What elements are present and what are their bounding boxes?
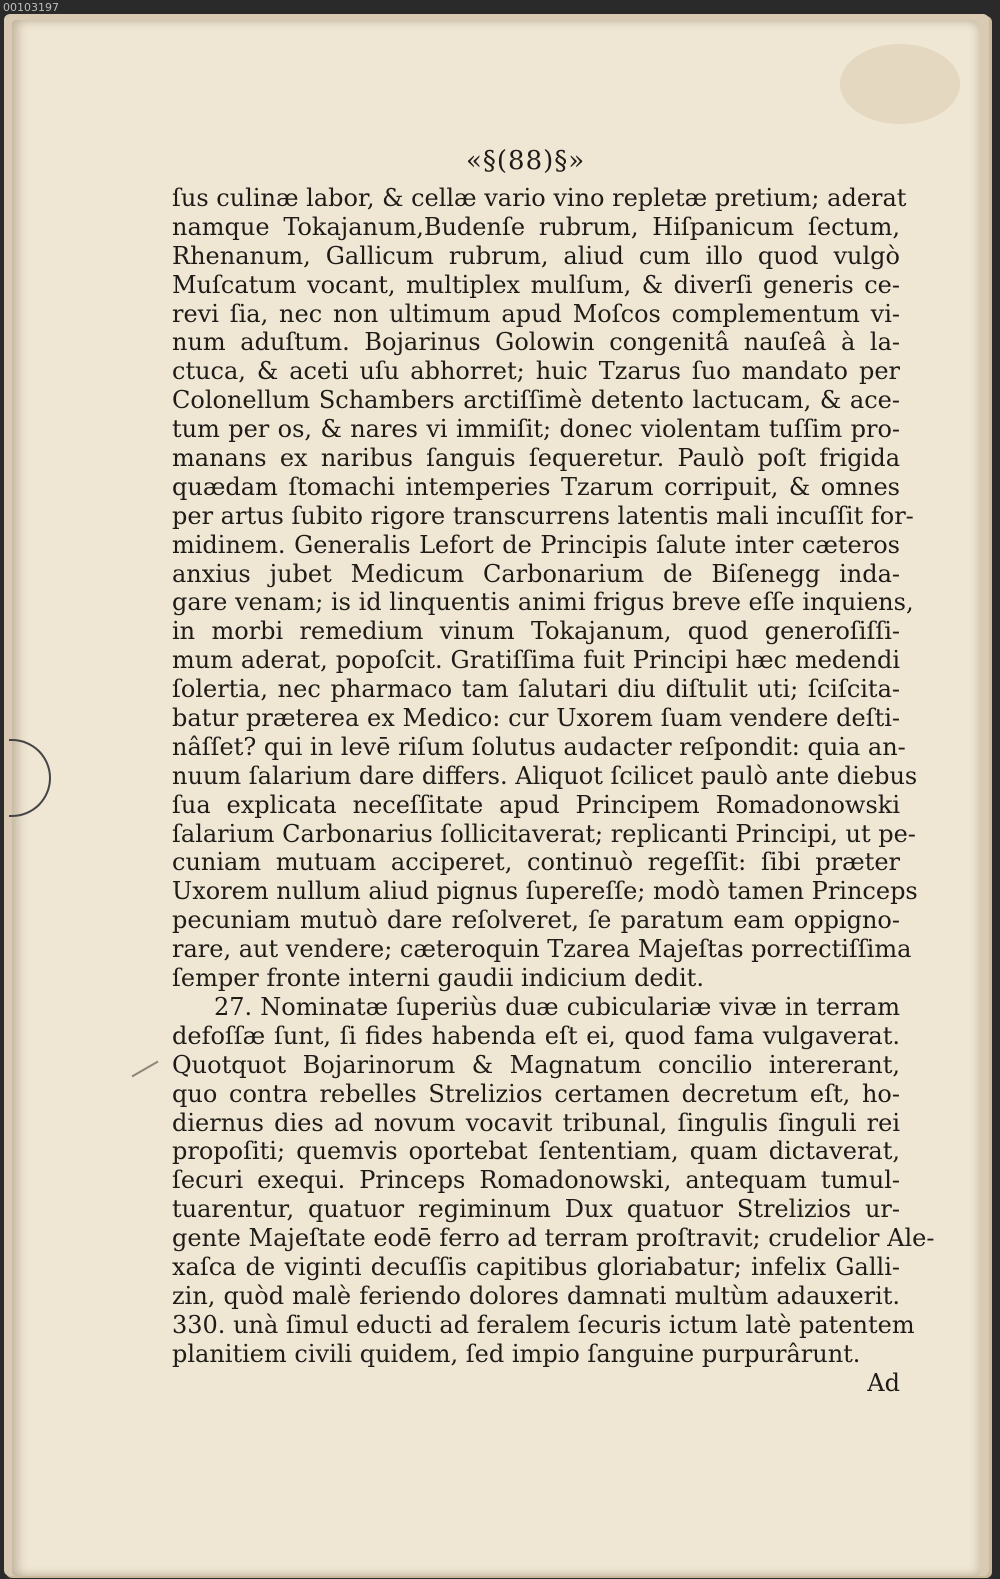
text-line: anxius jubet Medicum Carbonarium de Biſenegg inda- <box>172 559 900 588</box>
text-line: ſus culinæ labor, & cellæ vario vino repletæ pretium; aderat <box>172 184 907 212</box>
text-line: in morbi remedium vinum Tokajanum, quod generoſiſſi- <box>172 617 900 646</box>
text-line: mum aderat, popoſcit. Gratiſſima fuit Principi hæc medendi <box>172 646 900 675</box>
text-line: quo contra rebelles Strelizios certamen decretum eſt, ho- <box>172 1079 900 1108</box>
text-line: nuum ſalarium dare differs. Aliquot ſcilicet paulò ante diebus <box>172 761 918 790</box>
page-header: «§(88)§» <box>466 146 586 176</box>
text-line: rare, aut vendere; cæteroquin Tzarea Majeſtas porrectiſſima <box>172 935 912 964</box>
bookmark-tab <box>9 739 51 817</box>
catchword: Ad <box>867 1368 900 1397</box>
text-block <box>172 184 935 1397</box>
text-line: pecuniam mutuò dare reſolveret, ſe paratum eam oppigno- <box>172 906 900 935</box>
text-line: gente Majeſtate eodē ferro ad terram proſtravit; crudelior Ale- <box>172 1224 935 1253</box>
text-line: Muſcatum vocant, multiplex mulſum, & diverſi generis ce- <box>172 270 900 299</box>
text-line: diernus dies ad novum vocavit tribunal, ſingulis ſinguli rei <box>172 1108 900 1137</box>
text-line: Quotquot Bojarinorum & Magnatum concilio intererant, <box>172 1050 900 1079</box>
text-line: Rhenanum, Gallicum rubrum, aliud cum illo quod vulgò <box>172 241 900 270</box>
text-line: gare venam; is id linquentis animi frigus breve eſſe inquiens, <box>172 588 914 617</box>
text-line: batur præterea ex Medico: cur Uxorem ſuam vendere deſti- <box>172 704 900 733</box>
text-line: ſua explicata neceſſitate apud Principem Romadonowski <box>172 790 900 819</box>
text-line: manans ex naribus ſanguis ſequeretur. Paulò poſt frigida <box>172 444 900 473</box>
text-line: 330. unà ſimul educti ad feralem ſecuris ictum latè patentem <box>172 1310 915 1339</box>
text-line: ſecuri exequi. Princeps Romadonowski, antequam tumul- <box>172 1166 900 1195</box>
page-stain <box>840 44 960 124</box>
text-line: ſalarium Carbonarius ſollicitaverat; replicanti Principi, ut pe- <box>172 819 916 848</box>
text-line: tuarentur, quatuor regiminum Dux quatuor Strelizios ur- <box>172 1195 900 1224</box>
text-line: ſemper fronte interni gaudii indicium dedit. <box>172 964 704 993</box>
text-line: midinem. Generalis Lefort de Principis ſalute inter cæteros <box>172 530 900 559</box>
text-line: propoſiti; quemvis oportebat ſententiam, quam dictaverat, <box>172 1137 900 1166</box>
text-line: tum per os, & nares vi immiſit; donec violentam tuſſim pro- <box>172 415 900 444</box>
text-line: 27. Nominatæ ſuperiùs duæ cubiculariæ vivæ in terram <box>214 992 900 1021</box>
text-line: ſolertia, nec pharmaco tam ſalutari diu diſtulit uti; ſciſcita- <box>172 675 900 704</box>
text-line: Colonellum Schambers arctiſſimè detento lactucam, & ace- <box>172 386 900 415</box>
text-line: defoſſæ ſunt, ſi fides habenda eſt ei, quod fama vulgaverat. <box>172 1021 900 1050</box>
text-line: planitiem civili quidem, ſed impio ſanguine purpurârunt. <box>172 1339 861 1368</box>
scan-id-label: 00103197 <box>3 1 59 14</box>
text-line: cuniam mutuam acciperet, continuò regeſſit: ſibi præter <box>172 848 900 877</box>
pencil-mark <box>132 1061 159 1078</box>
text-line: ctuca, & aceti uſu abhorret; huic Tzarus ſuo mandato per <box>172 357 900 386</box>
text-line: nâſſet? qui in levē riſum ſolutus audacter reſpondit: quia an- <box>172 732 906 761</box>
text-line: revi ſia, nec non ultimum apud Moſcos complementum vi- <box>172 299 900 328</box>
text-line: per artus ſubito rigore transcurrens latentis mali incuſſit for- <box>172 501 914 530</box>
text-line: quædam ſtomachi intemperies Tzarum corripuit, & omnes <box>172 472 900 501</box>
text-line: zin, quòd malè feriendo dolores damnati multùm adauxerit. <box>172 1281 900 1310</box>
text-line: num aduſtum. Bojarinus Golowin congenitâ nauſeâ à la- <box>172 328 900 357</box>
text-line: xaſca de viginti decuſſis capitibus gloriabatur; infelix Galli- <box>172 1252 900 1281</box>
text-line: Uxorem nullum aliud pignus ſupereſſe; modò tamen Princeps <box>172 877 918 906</box>
text-line: namque Tokajanum,Budenſe rubrum, Hiſpanicum ſectum, <box>172 212 900 241</box>
